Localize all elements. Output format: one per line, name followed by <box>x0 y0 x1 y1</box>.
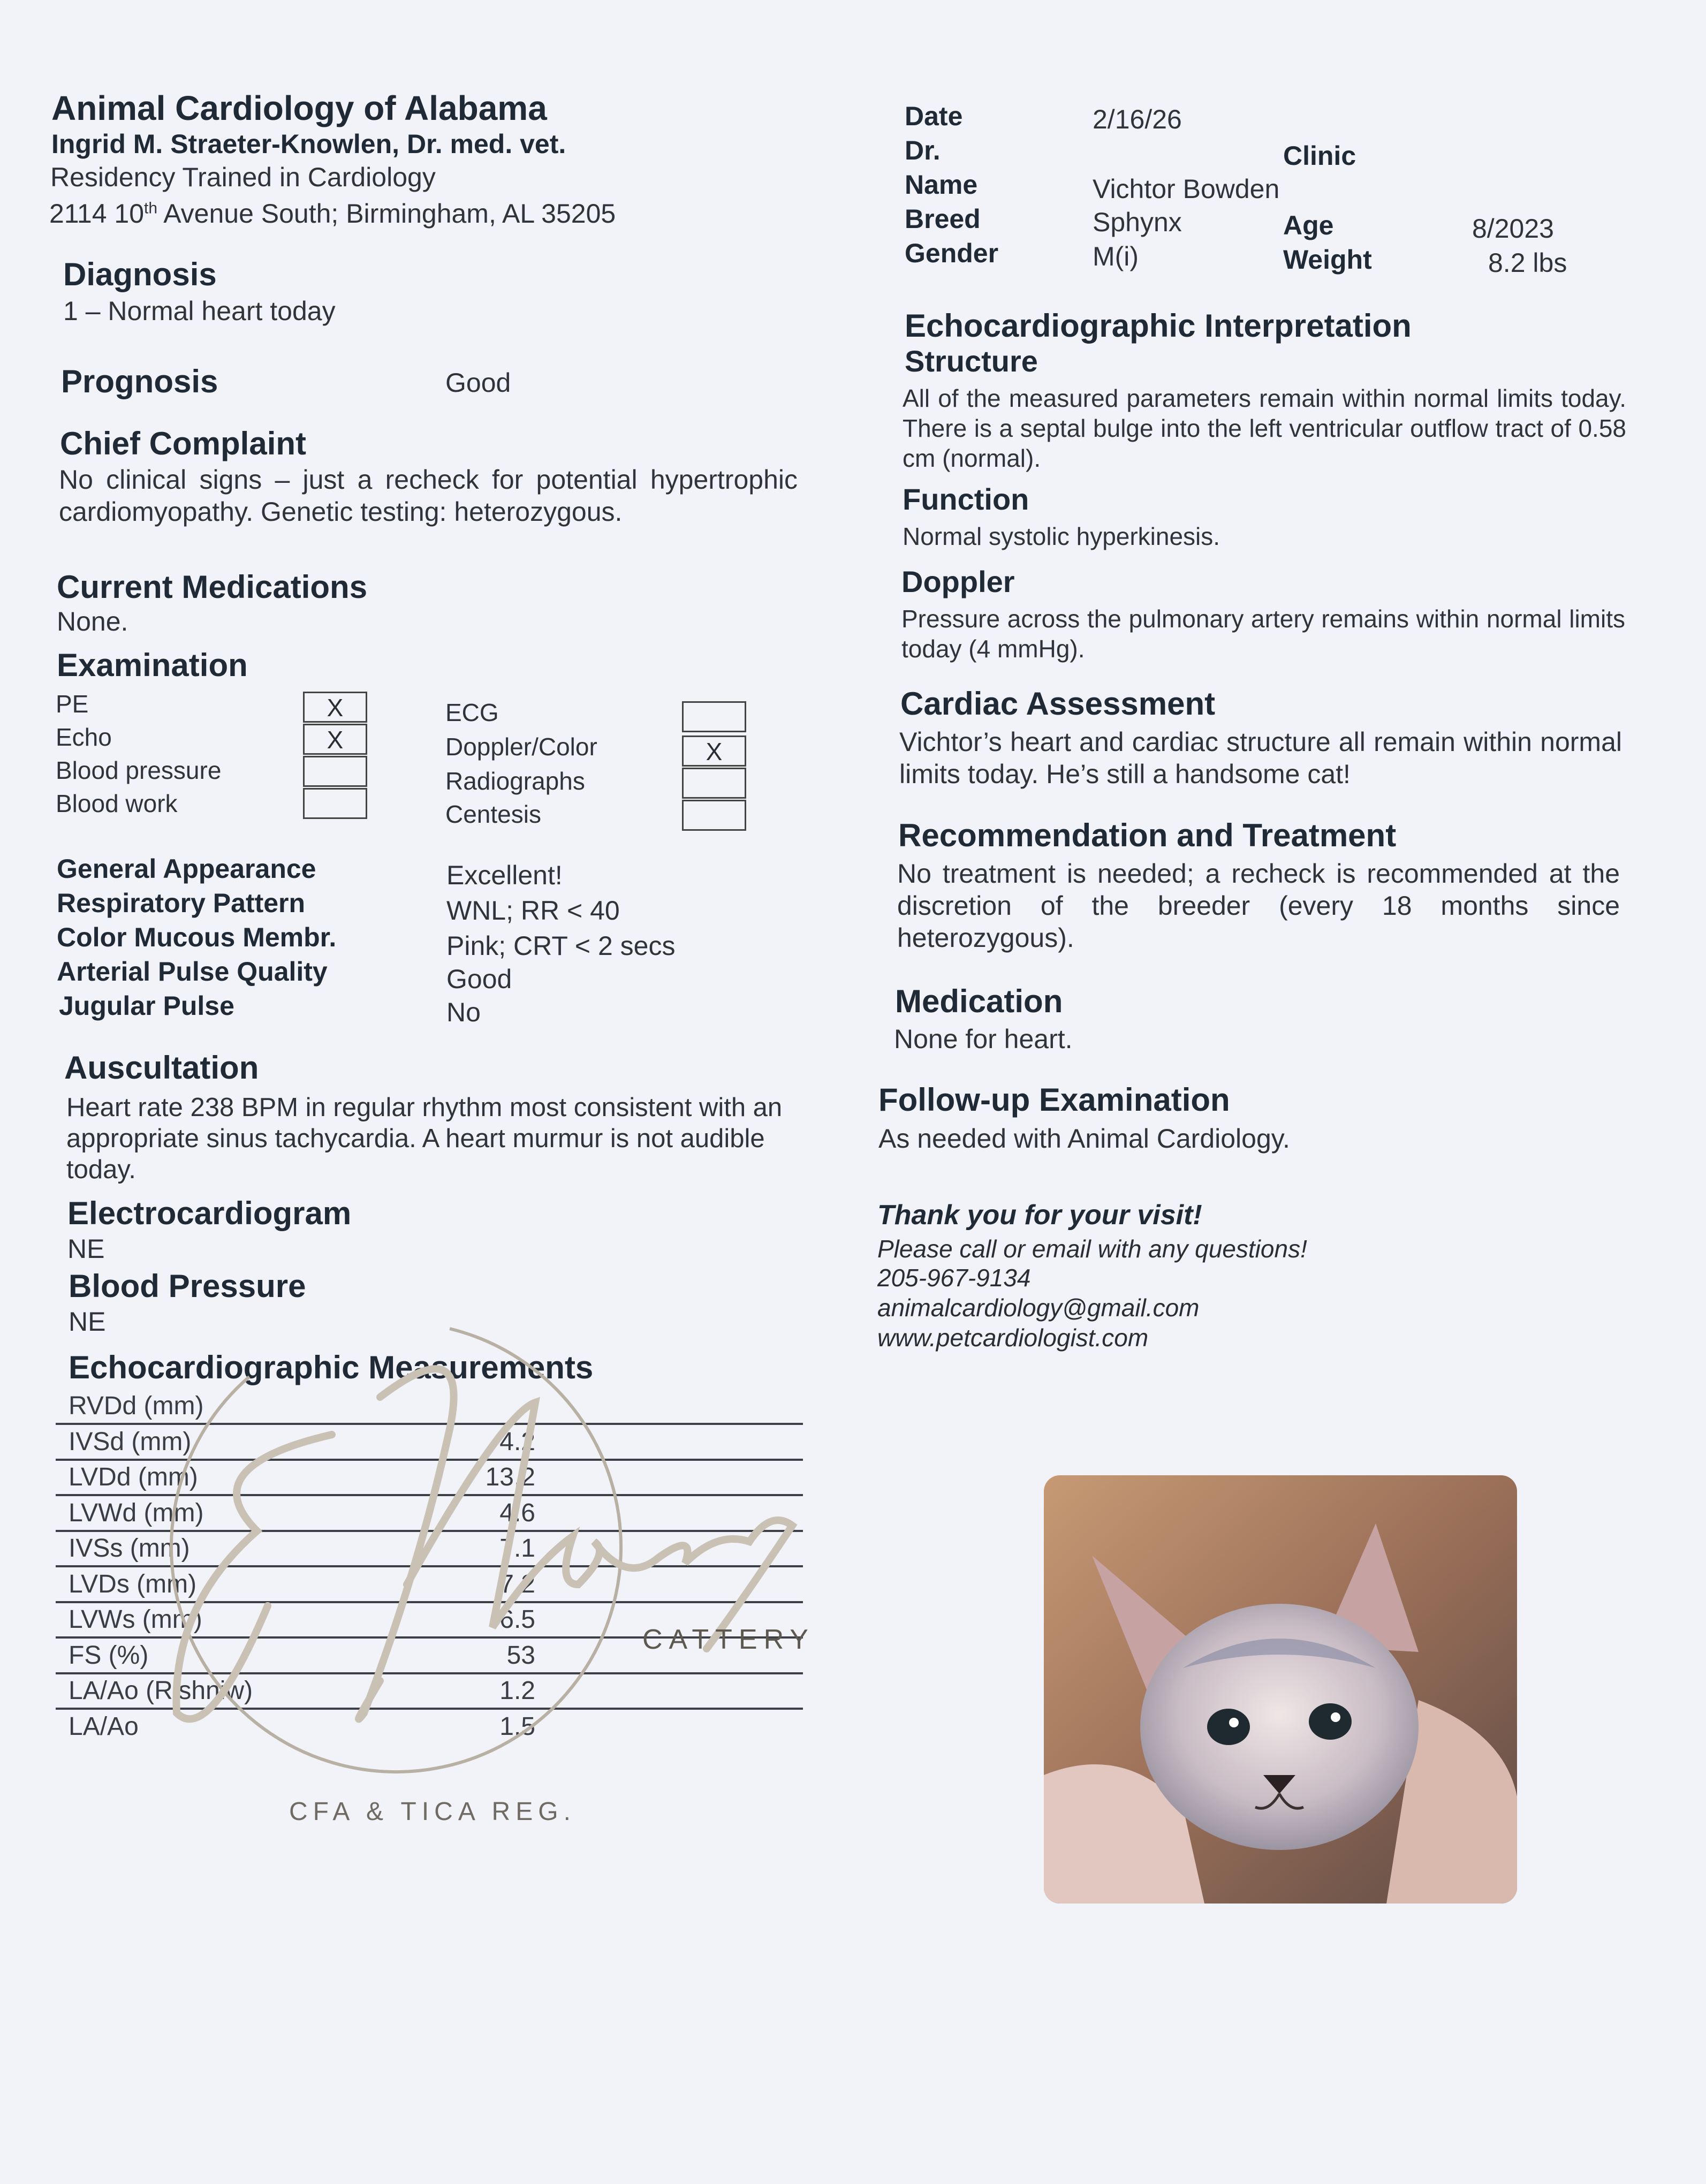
measurement-value: 4.6 <box>499 1498 535 1527</box>
name-label: Name <box>905 170 978 200</box>
medication-text: None for heart. <box>894 1024 1073 1054</box>
watermark-cattery-text: CATTERY <box>642 1624 815 1655</box>
electrocardiogram-text: NE <box>67 1234 105 1264</box>
exam-checkbox-blood-work[interactable] <box>303 788 367 819</box>
cattery-watermark-logo <box>128 1306 931 1841</box>
auscultation-heading: Auscultation <box>64 1050 259 1086</box>
measurements-heading: Echocardiographic Measurements <box>69 1349 594 1385</box>
exam-checkbox-centesis[interactable] <box>682 800 746 831</box>
current-medications-heading: Current Medications <box>57 569 368 605</box>
sphynx-cat-image <box>1044 1475 1517 1904</box>
clinic-label: Clinic <box>1283 141 1356 171</box>
exam-label-pe: PE <box>56 690 89 718</box>
prognosis-heading: Prognosis <box>61 363 218 399</box>
doppler-heading: Doppler <box>901 565 1015 598</box>
exam-label-ecg: ECG <box>445 699 499 726</box>
date-label: Date <box>905 101 963 131</box>
structure-heading: Structure <box>905 344 1038 378</box>
exam-checkbox-echo[interactable]: X <box>303 724 367 755</box>
address-part: Avenue South; Birmingham, AL 35205 <box>157 199 616 229</box>
measurement-label: FS (%) <box>69 1641 149 1670</box>
clinic-credential: Residency Trained in Cardiology <box>50 162 436 192</box>
function-heading: Function <box>903 482 1029 516</box>
contact-website[interactable]: www.petcardiologist.com <box>877 1324 1149 1352</box>
weight-value: 8.2 lbs <box>1488 248 1567 278</box>
interpretation-heading: Echocardiographic Interpretation <box>905 308 1412 344</box>
weight-label: Weight <box>1283 245 1372 275</box>
finding-value: Excellent! <box>446 860 563 890</box>
finding-label: General Appearance <box>57 854 316 884</box>
assessment-heading: Cardiac Assessment <box>900 686 1216 722</box>
diagnosis-text: 1 – Normal heart today <box>63 296 336 326</box>
gender-label: Gender <box>905 238 999 268</box>
measurement-label: LVWs (mm) <box>69 1605 202 1634</box>
measurement-value: 7.1 <box>499 1534 535 1563</box>
measurement-label: LVWd (mm) <box>69 1498 204 1527</box>
measurement-value: 7.2 <box>499 1569 535 1598</box>
blood-pressure-text: NE <box>69 1307 106 1337</box>
breed-label: Breed <box>905 204 981 234</box>
finding-label: Arterial Pulse Quality <box>57 957 328 987</box>
exam-checkbox-doppler[interactable]: X <box>682 735 746 767</box>
address-part: 2114 10 <box>49 199 145 229</box>
blood-pressure-heading: Blood Pressure <box>69 1268 306 1304</box>
prognosis-value: Good <box>445 368 511 398</box>
address-sup: th <box>144 199 158 217</box>
measurement-value: 1.5 <box>499 1712 535 1741</box>
contact-prompt: Please call or email with any questions! <box>877 1235 1307 1263</box>
chief-complaint-heading: Chief Complaint <box>60 426 306 461</box>
function-text: Normal systolic hyperkinesis. <box>903 522 1220 550</box>
measurement-label: IVSd (mm) <box>69 1427 192 1456</box>
measurement-label: LA/Ao (Rishniw) <box>69 1677 253 1705</box>
measurement-label: IVSs (mm) <box>69 1534 190 1563</box>
watermark-ring-text: CFA & TICA REG. <box>289 1798 576 1826</box>
recommendation-text: No treatment is needed; a recheck is recommended at the discretion of the breeder (every 18 months since heterozygous). <box>897 859 1620 953</box>
age-label: Age <box>1283 210 1334 240</box>
examination-heading: Examination <box>57 647 248 683</box>
assessment-text: Vichtor’s heart and cardiac structure all remain within normal limits today. He’s still a handsome cat! <box>899 727 1622 789</box>
contact-email[interactable]: animalcardiology@gmail.com <box>877 1294 1200 1322</box>
finding-value: WNL; RR < 40 <box>446 896 620 926</box>
exam-checkbox-blood-pressure[interactable] <box>303 756 367 787</box>
measurement-label: RVDd (mm) <box>69 1392 204 1420</box>
clinic-doctor: Ingrid M. Straeter-Knowlen, Dr. med. vet. <box>51 129 566 159</box>
measurement-value: 6.5 <box>499 1605 535 1634</box>
name-value: Vichtor Bowden <box>1093 174 1280 204</box>
finding-label: Jugular Pulse <box>59 991 234 1021</box>
finding-label: Respiratory Pattern <box>57 888 306 918</box>
measurement-label: LA/Ao <box>69 1712 139 1741</box>
age-value: 8/2023 <box>1472 214 1554 244</box>
cat-photo <box>1044 1475 1517 1904</box>
exam-label-doppler: Doppler/Color <box>445 733 597 761</box>
followup-text: As needed with Animal Cardiology. <box>878 1124 1290 1154</box>
contact-phone[interactable]: 205-967-9134 <box>877 1264 1031 1292</box>
finding-value: Pink; CRT < 2 secs <box>446 931 676 961</box>
exam-label-blood-pressure: Blood pressure <box>56 756 222 784</box>
recommendation-heading: Recommendation and Treatment <box>898 817 1397 853</box>
measurement-value: 4.2 <box>499 1427 535 1456</box>
clinic-address <box>49 198 616 229</box>
finding-label: Color Mucous Membr. <box>57 922 337 952</box>
exam-checkbox-radiographs[interactable] <box>682 768 746 799</box>
thanks-text: Thank you for your visit! <box>877 1200 1202 1231</box>
date-value: 2/16/26 <box>1093 104 1182 134</box>
auscultation-text: Heart rate 238 BPM in regular rhythm most consistent with an appropriate sinus tachycardia. A heart murmur is not audible today. <box>66 1093 783 1184</box>
electrocardiogram-heading: Electrocardiogram <box>67 1195 352 1231</box>
breed-value: Sphynx <box>1093 207 1182 237</box>
measurement-label: LVDs (mm) <box>69 1569 197 1598</box>
exam-label-blood-work: Blood work <box>56 790 178 817</box>
chief-complaint-text: No clinical signs – just a recheck for potential hypertrophic cardiomyopathy. Genetic testing: heterozygous. <box>59 465 798 527</box>
medication-heading: Medication <box>895 983 1063 1019</box>
clinic-name: Animal Cardiology of Alabama <box>51 89 547 127</box>
finding-value: Good <box>446 964 512 994</box>
exam-checkbox-pe[interactable]: X <box>303 692 367 723</box>
doppler-text: Pressure across the pulmonary artery remains within normal limits today (4 mmHg). <box>901 605 1625 663</box>
measurement-label: LVDd (mm) <box>69 1463 198 1491</box>
exam-checkbox-ecg[interactable] <box>682 701 746 732</box>
finding-value: No <box>446 997 481 1027</box>
diagnosis-heading: Diagnosis <box>63 256 217 292</box>
exam-label-echo: Echo <box>56 723 112 751</box>
followup-heading: Follow-up Examination <box>878 1082 1230 1118</box>
structure-text: All of the measured parameters remain within normal limits today. There is a septal bulge into the left ventricular outflow tract of 0.58 cm (normal). <box>903 384 1626 472</box>
dr-label: Dr. <box>905 135 941 165</box>
exam-label-radiographs: Radiographs <box>445 767 585 795</box>
exam-label-centesis: Centesis <box>445 800 541 828</box>
current-medications-text: None. <box>57 606 128 636</box>
measurement-value: 53 <box>506 1641 535 1670</box>
gender-value: M(i) <box>1093 241 1139 271</box>
measurement-value: 1.2 <box>499 1677 535 1705</box>
measurement-value: 13.2 <box>485 1463 535 1491</box>
